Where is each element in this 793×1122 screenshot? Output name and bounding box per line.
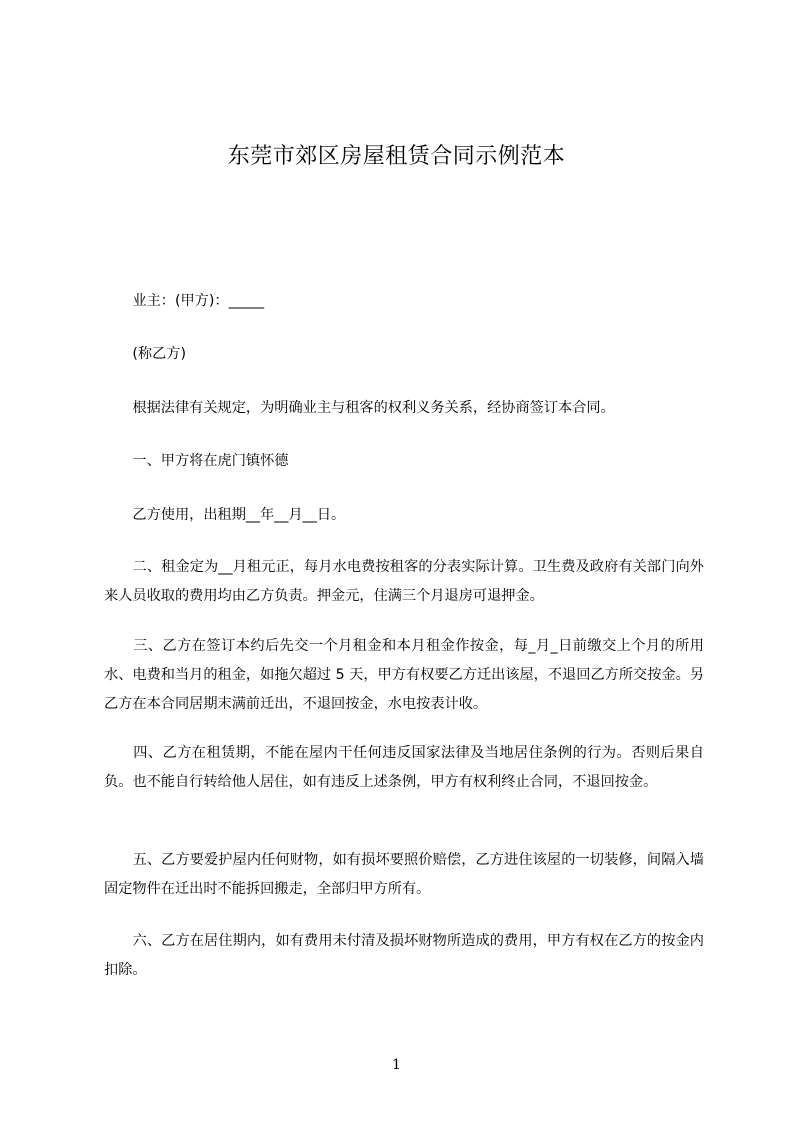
paragraph-clause-4: 四、乙方在租赁期，不能在屋内干任何违反国家法律及当地居住条例的行为。否则后果自负。也不能自行转给他人居住，如有违反上述条例，甲方有权利终止合同，不退回按金。	[104, 745, 704, 790]
document-title: 东莞市郊区房屋租赁合同示例范本	[227, 144, 566, 169]
paragraph-clause-6: 六、乙方在居住期内，如有费用未付清及损坏财物所造成的费用，甲方有权在乙方的按金内扣除。	[104, 933, 704, 978]
paragraph-clause-2: 二、租金定为__月租元正，每月水电费按租客的分表实际计算。卫生费及政府有关部门向外来人员收取的费用均由乙方负责。押金元，住满三个月退房可退押金。	[104, 559, 704, 604]
page-number: 1	[392, 1057, 401, 1073]
paragraph-clause-1: 一、甲方将在虎门镇怀德	[104, 453, 289, 469]
paragraph-party-b: (称乙方)	[104, 346, 187, 362]
paragraph-clause-5: 五、乙方要爱护屋内任何财物，如有损坏要照价赔偿，乙方进住该屋的一切装修，间隔入墙固定物件在迁出时不能拆回搬走，全部归甲方所有。	[104, 852, 704, 897]
paragraph-clause-1-term: 乙方使用，出租期__年__月__日。	[104, 507, 346, 523]
paragraph-party-a: 业主：(甲方)：_____	[104, 293, 265, 309]
paragraph-preamble: 根据法律有关规定，为明确业主与租客的权利义务关系，经协商签订本合同。	[104, 400, 615, 416]
paragraph-clause-3: 三、乙方在签订本约后先交一个月租金和本月租金作按金，每_月_日前缴交上个月的所用水、电费和当月的租金，如拖欠超过 5 天，甲方有权要乙方迁出该屋，不退回乙方所交按金。另乙方在本合同居期末满前迁出，不退回按金，水电按表计收。	[104, 638, 704, 712]
